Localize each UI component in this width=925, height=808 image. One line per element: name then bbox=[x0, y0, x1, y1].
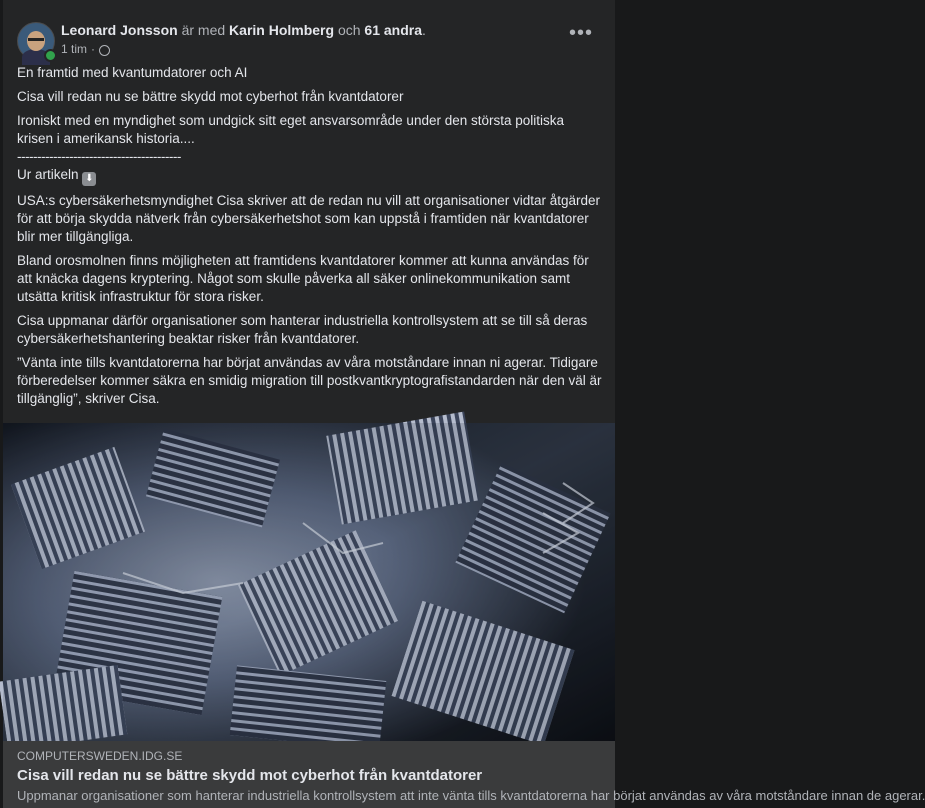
post-meta bbox=[61, 42, 110, 56]
post-header bbox=[17, 22, 601, 62]
article-label: Ur artikeln bbox=[17, 167, 79, 182]
article-line bbox=[17, 166, 603, 186]
author-name[interactable]: Leonard Jonsson bbox=[61, 22, 178, 38]
and-text: och bbox=[337, 22, 361, 38]
separator-line: ----------------------------------------- bbox=[17, 149, 181, 164]
post-time[interactable]: 1 tim bbox=[61, 42, 88, 56]
down-arrow-emoji-icon: ⬇ bbox=[82, 172, 96, 186]
paragraph: USA:s cybersäkerhetsmyndighet Cisa skriver att de redan nu vill att organisationer vidtar åtgärder för att börja skydda nätverk från cybersäkerhetshot som kan uppstå i framtiden när kvantdatorer blir mer tillgängliga. bbox=[17, 193, 601, 244]
with-text: är med bbox=[181, 22, 226, 38]
article-image[interactable] bbox=[3, 423, 615, 741]
meta-separator: · bbox=[91, 42, 96, 56]
paragraph: Cisa vill redan nu se bättre skydd mot cyberhot från kvantdatorer bbox=[17, 89, 404, 104]
tagged-others[interactable]: 61 andra bbox=[364, 22, 423, 38]
link-domain: COMPUTERSWEDEN.IDG.SE bbox=[17, 749, 183, 763]
paragraph: Ironiskt med en myndighet som undgick sitt eget ansvarsområde under den största politiska krisen i amerikansk historia.... bbox=[17, 113, 565, 146]
more-options-icon[interactable]: ••• bbox=[568, 22, 593, 44]
paragraph: Cisa uppmanar därför organisationer som hanterar industriella kontrollsystem att se till så deras cybersäkerhetshantering beaktar risker från kvantdatorer. bbox=[17, 313, 588, 346]
period: . bbox=[422, 22, 426, 38]
quantum-computer-illustration bbox=[3, 423, 615, 741]
globe-icon bbox=[99, 45, 110, 56]
paragraph: ”Vänta inte tills kvantdatorerna har börjat användas av våra motståndare innan ni agerar. Tidigare förberedelser kommer säkra en smidig migration till postkvantkryptografistandarden när den väl är tillgänglig”, skriver Cisa. bbox=[17, 355, 602, 406]
post-body bbox=[17, 64, 603, 414]
link-title[interactable]: Cisa vill redan nu se bättre skydd mot cyberhot från kvantdatorer bbox=[17, 767, 483, 784]
link-preview[interactable] bbox=[3, 741, 925, 808]
paragraph: Bland orosmolnen finns möjligheten att framtidens kvantdatorer kommer att kunna användas för att knäcka dagens kryptering. Något som skulle påverka all säker onlinekommunikation samt utsätta kritisk infrastruktur för stora risker. bbox=[17, 253, 589, 304]
online-status-icon bbox=[44, 49, 57, 62]
link-description: Uppmanar organisationer som hanterar industriella kontrollsystem att inte vänta tills kvantdatorerna har börjat användas av våra motståndare innan de agerar. bbox=[17, 788, 925, 803]
tagged-person[interactable]: Karin Holmberg bbox=[229, 22, 335, 38]
facebook-post bbox=[3, 0, 925, 808]
author-line bbox=[61, 22, 426, 38]
paragraph: En framtid med kvantumdatorer och AI bbox=[17, 65, 248, 80]
